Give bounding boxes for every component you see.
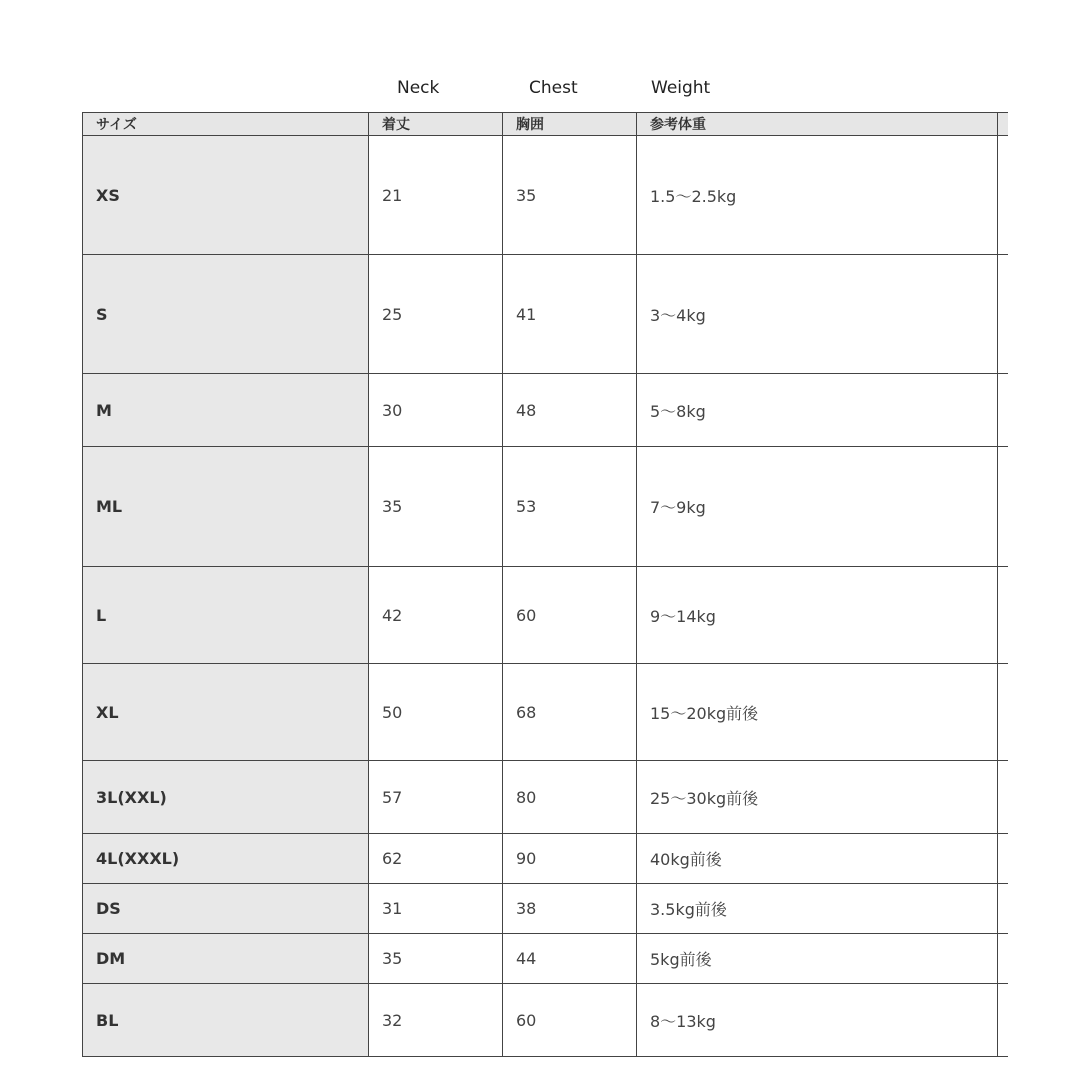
filler-cell [998,934,1008,984]
size-cell: XL [83,664,369,761]
table-row [83,761,1008,834]
weight-cell: 3.5kg前後 [637,884,998,934]
header-length: 着丈 [369,113,503,136]
size-cell: 3L(XXL) [83,761,369,834]
header-weight: 参考体重 [637,113,998,136]
neck-label: Neck [397,78,440,98]
weight-cell: 25〜30kg前後 [637,761,998,834]
weight-cell: 15〜20kg前後 [637,664,998,761]
filler-cell [998,664,1008,761]
length-cell: 50 [369,664,503,761]
table-row [83,984,1008,1057]
size-cell: DM [83,934,369,984]
table-row [83,834,1008,884]
header-filler [998,113,1008,136]
table-header-row [83,113,1008,136]
table-row [83,934,1008,984]
chest-cell: 53 [503,447,637,567]
size-cell: L [83,567,369,664]
weight-cell: 7〜9kg [637,447,998,567]
weight-cell: 5kg前後 [637,934,998,984]
weight-label: Weight [651,78,711,98]
table-row [83,255,1008,374]
chest-cell: 60 [503,984,637,1057]
length-cell: 25 [369,255,503,374]
table-row [83,664,1008,761]
length-cell: 57 [369,761,503,834]
length-cell: 21 [369,136,503,255]
header-chest: 胸囲 [503,113,637,136]
chest-cell: 38 [503,884,637,934]
weight-cell: 5〜8kg [637,374,998,447]
weight-cell: 8〜13kg [637,984,998,1057]
table-row [83,136,1008,255]
english-column-labels [0,76,1080,102]
filler-cell [998,834,1008,884]
weight-cell: 1.5〜2.5kg [637,136,998,255]
size-cell: S [83,255,369,374]
length-cell: 30 [369,374,503,447]
chest-cell: 80 [503,761,637,834]
chest-cell: 68 [503,664,637,761]
size-cell: M [83,374,369,447]
filler-cell [998,884,1008,934]
weight-cell: 9〜14kg [637,567,998,664]
filler-cell [998,984,1008,1057]
size-cell: XS [83,136,369,255]
chest-cell: 35 [503,136,637,255]
size-cell: BL [83,984,369,1057]
filler-cell [998,567,1008,664]
chest-cell: 41 [503,255,637,374]
size-chart-table [82,112,1008,1057]
weight-cell: 3〜4kg [637,255,998,374]
length-cell: 62 [369,834,503,884]
filler-cell [998,447,1008,567]
filler-cell [998,374,1008,447]
header-size: サイズ [83,113,369,136]
length-cell: 42 [369,567,503,664]
length-cell: 31 [369,884,503,934]
filler-cell [998,136,1008,255]
weight-cell: 40kg前後 [637,834,998,884]
table-row [83,567,1008,664]
chest-label: Chest [529,78,578,98]
table-row [83,884,1008,934]
chest-cell: 60 [503,567,637,664]
size-cell: DS [83,884,369,934]
table-row [83,374,1008,447]
length-cell: 35 [369,934,503,984]
chest-cell: 44 [503,934,637,984]
size-cell: ML [83,447,369,567]
chest-cell: 90 [503,834,637,884]
filler-cell [998,255,1008,374]
size-cell: 4L(XXXL) [83,834,369,884]
length-cell: 35 [369,447,503,567]
filler-cell [998,761,1008,834]
length-cell: 32 [369,984,503,1057]
table-row [83,447,1008,567]
chest-cell: 48 [503,374,637,447]
